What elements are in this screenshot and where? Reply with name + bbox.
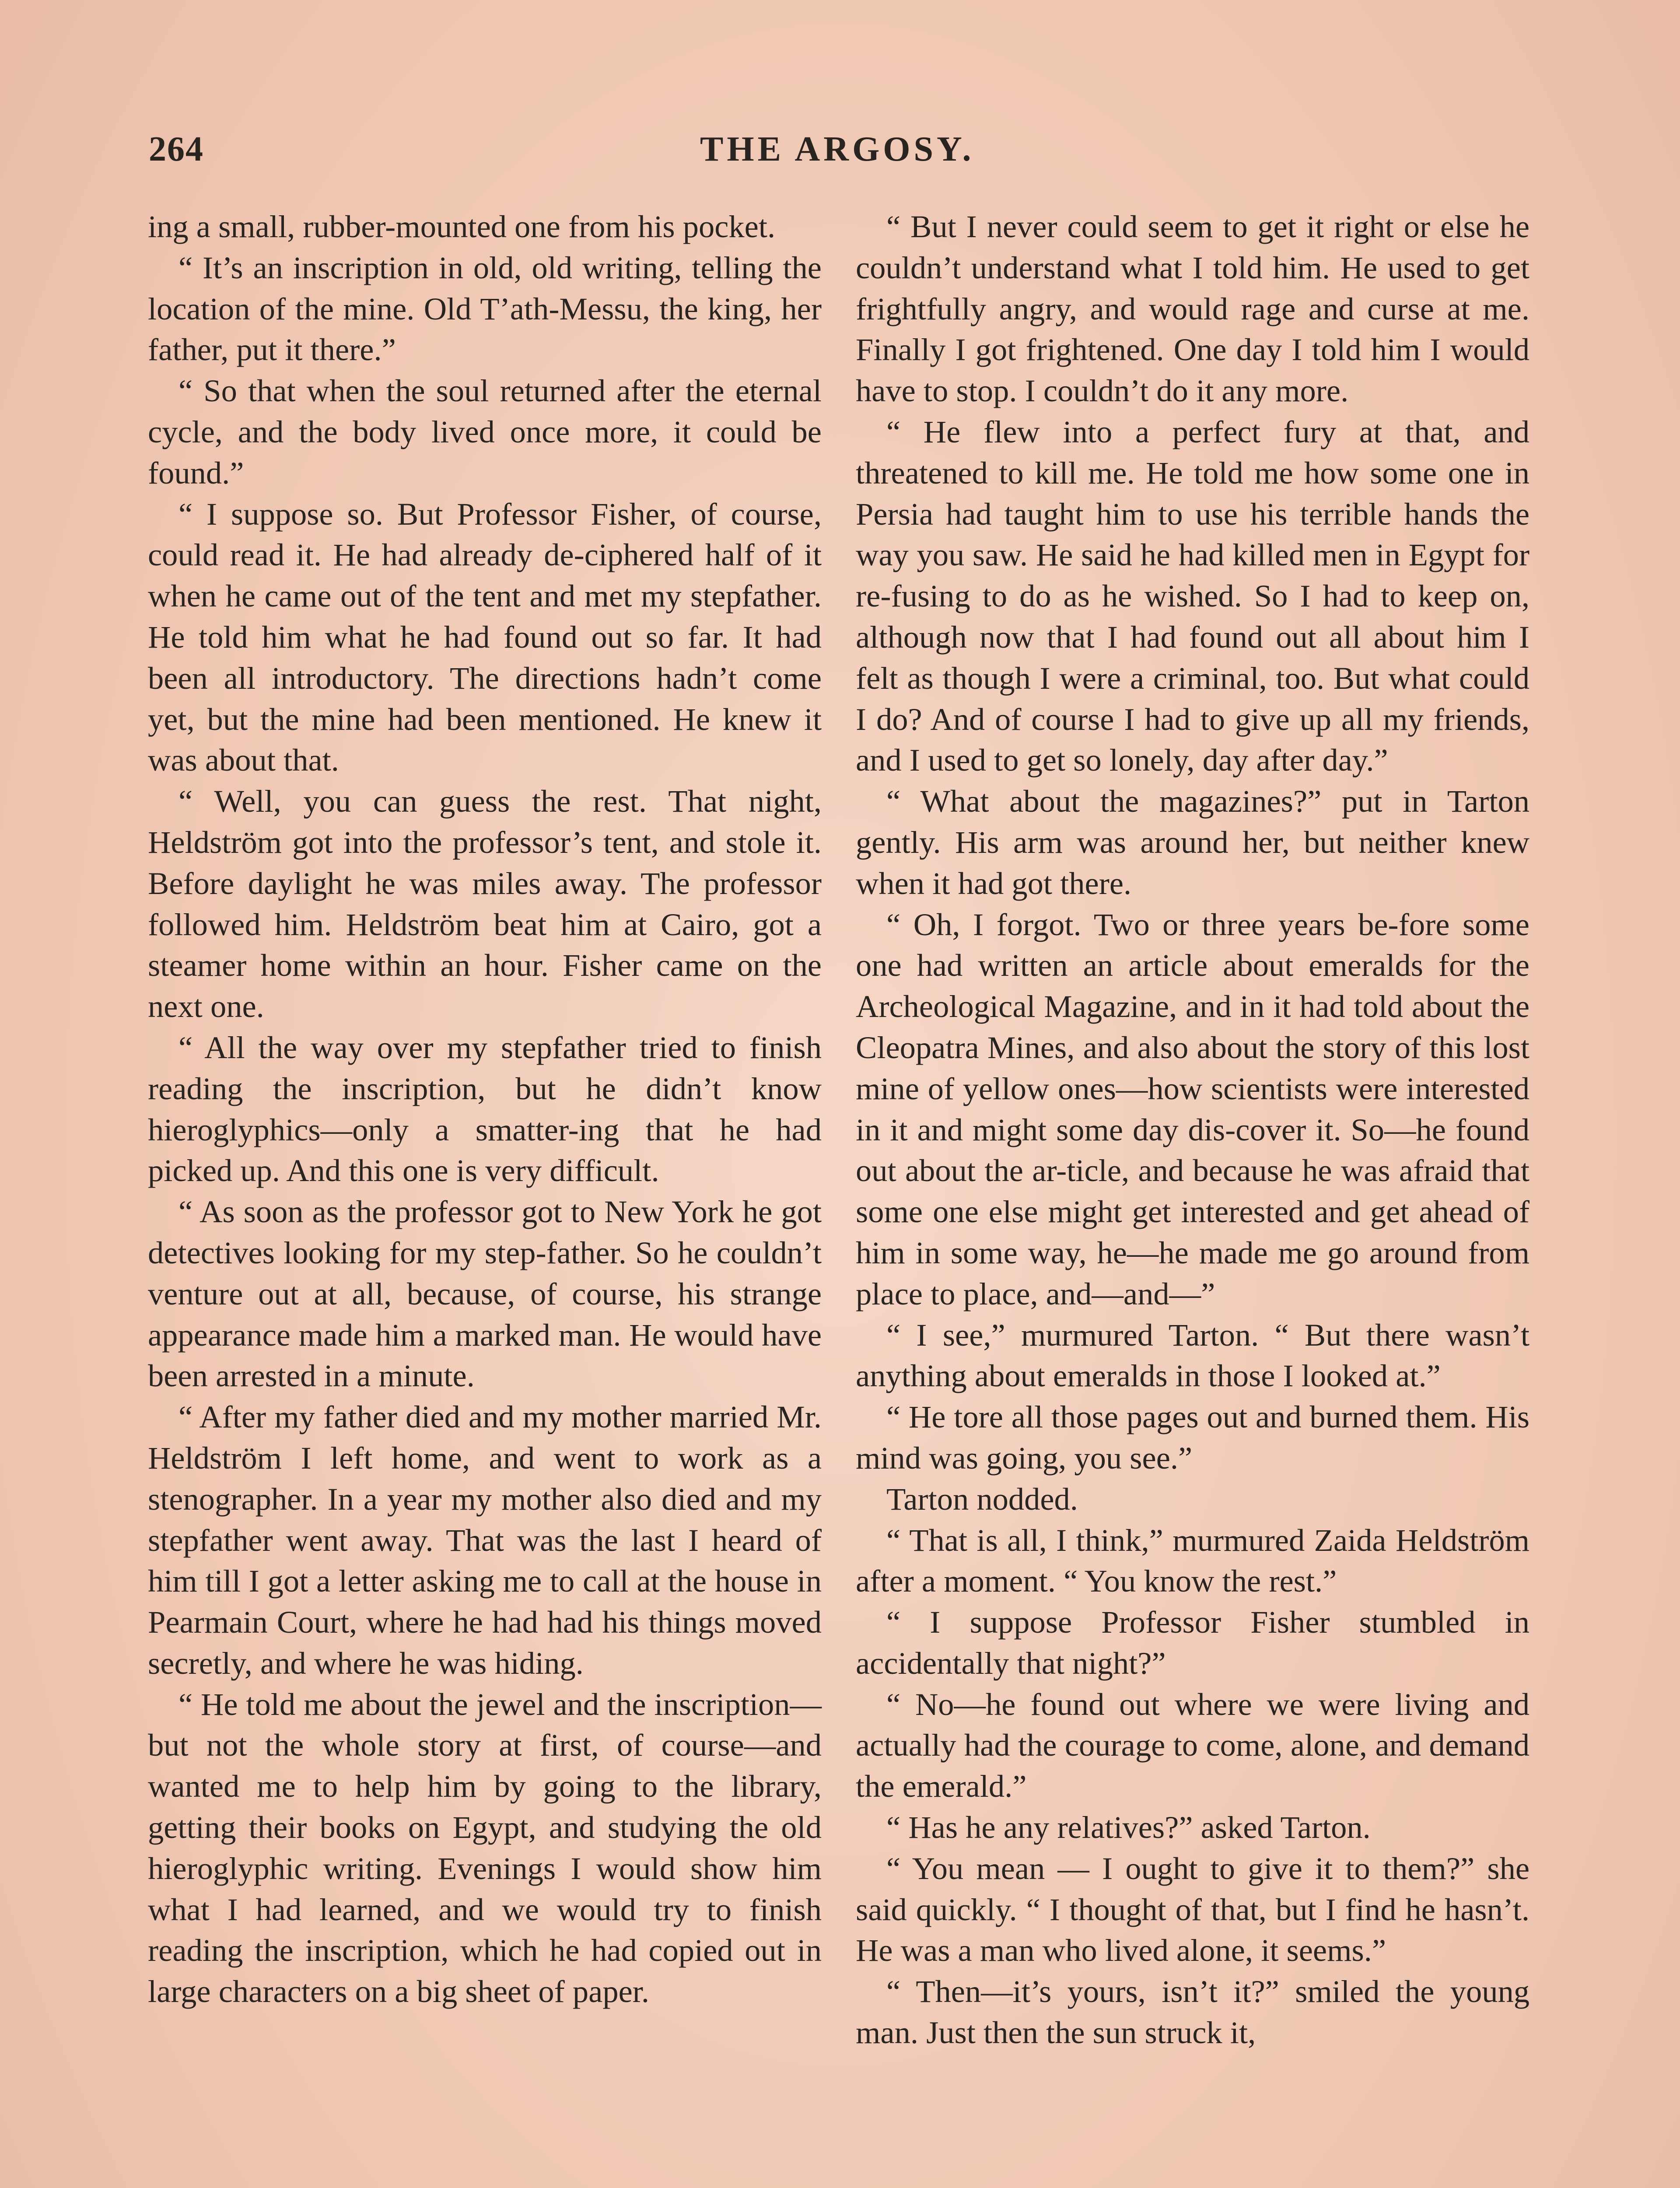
paragraph: Tarton nodded.: [886, 1481, 1078, 1517]
paragraph: “ No—he found out where we were living and actually had the courage to come, alone, and demand the emerald.”: [856, 1686, 1530, 1804]
paragraph: “ He tore all those pages out and burned them. His mind was going, you see.”: [856, 1399, 1530, 1476]
paragraph: “ He flew into a perfect fury at that, and threatened to kill me. He told me how some one in Persia had taught him to use his terrible hands the way you saw. He said he had killed men in Egypt for re-fusing to do as he wished. So I had to keep on, although now that I had found out all about him I felt as though I were a criminal, too. But what could I do? And of course I had to give up all my friends, and I used to get so lonely, day after day.”: [856, 414, 1530, 778]
paragraph: “ All the way over my stepfather tried to finish reading the inscription, but he didn’t know hieroglyphics—only a smatter-ing that he had picked up. And this one is very difficult.: [148, 1029, 822, 1189]
paragraph: “ I suppose so. But Professor Fisher, of course, could read it. He had already de-ciphered half of it when he came out of the tent and met my stepfather. He told him what he had found out so far. It had been all introductory. The directions hadn’t come yet, but the mine had been mentioned. He knew it was about that.: [148, 496, 822, 778]
paragraph: “ That is all, I think,” murmured Zaida Heldström after a moment. “ You know the rest.”: [856, 1522, 1530, 1599]
paragraph: ing a small, rubber-mounted one from his pocket.: [148, 209, 776, 244]
paragraph: “ As soon as the professor got to New York he got detectives looking for my step-father. So he couldn’t venture out at all, because, of course, his strange appearance made him a marked man. He would have been arrested in a minute.: [148, 1194, 822, 1394]
paragraph: “ What about the magazines?” put in Tarton gently. His arm was around her, but neither knew when it had got there.: [856, 783, 1530, 901]
right-column: [856, 206, 1530, 2053]
paragraph: “ I suppose Professor Fisher stumbled in accidentally that night?”: [856, 1604, 1530, 1681]
left-column: [148, 206, 822, 2012]
running-head: THE ARGOSY.: [700, 130, 975, 168]
paragraph: “ Then—it’s yours, isn’t it?” smiled the young man. Just then the sun struck it,: [856, 1974, 1530, 2051]
paragraph: “ It’s an inscription in old, old writing, telling the location of the mine. Old T’ath-Messu, the king, her father, put it there.”: [148, 249, 822, 368]
paragraph: “ Has he any relatives?” asked Tarton.: [886, 1809, 1371, 1845]
paragraph: “ Oh, I forgot. Two or three years be-fore some one had written an article about emeralds for the Archeological Magazine, and in it had told about the Cleopatra Mines, and also about the story of this lost mine of yellow ones—how scientists were interested in it and might some day dis-cover it. So—he found out about the ar-ticle, and because he was afraid that some one else might get interested and get ahead of him in some way, he—he made me go around from place to place, and—and—”: [856, 906, 1530, 1311]
paragraph: “ You mean — I ought to give it to them?” she said quickly. “ I thought of that, but I find he hasn’t. He was a man who lived alone, it seems.”: [856, 1850, 1530, 1968]
page-number: 264: [149, 130, 204, 168]
paragraph: “ Well, you can guess the rest. That night, Heldström got into the professor’s tent, and stole it. Before daylight he was miles away. The professor followed him. Heldström beat him at Cairo, got a steamer home within an hour. Fisher came on the next one.: [148, 783, 822, 1024]
paragraph: “ I see,” murmured Tarton. “ But there wasn’t anything about emeralds in those I looked at.”: [856, 1317, 1530, 1394]
paragraph: “ After my father died and my mother married Mr. Heldström I left home, and went to work as a stenographer. In a year my mother also died and my stepfather went away. That was the last I heard of him till I got a letter asking me to call at the house in Pearmain Court, where he had had his things moved secretly, and where he was hiding.: [148, 1399, 822, 1681]
paragraph: “ He told me about the jewel and the inscription—but not the whole story at first, of course—and wanted me to help him by going to the library, getting their books on Egypt, and studying the old hieroglyphic writing. Evenings I would show him what I had learned, and we would try to finish reading the inscription, which he had copied out in large characters on a big sheet of paper.: [148, 1686, 822, 2009]
paragraph: “ But I never could seem to get it right or else he couldn’t understand what I told him. He used to get frightfully angry, and would rage and curse at me. Finally I got frightened. One day I told him I would have to stop. I couldn’t do it any more.: [856, 209, 1530, 409]
paragraph: “ So that when the soul returned after the eternal cycle, and the body lived once more, it could be found.”: [148, 373, 822, 491]
